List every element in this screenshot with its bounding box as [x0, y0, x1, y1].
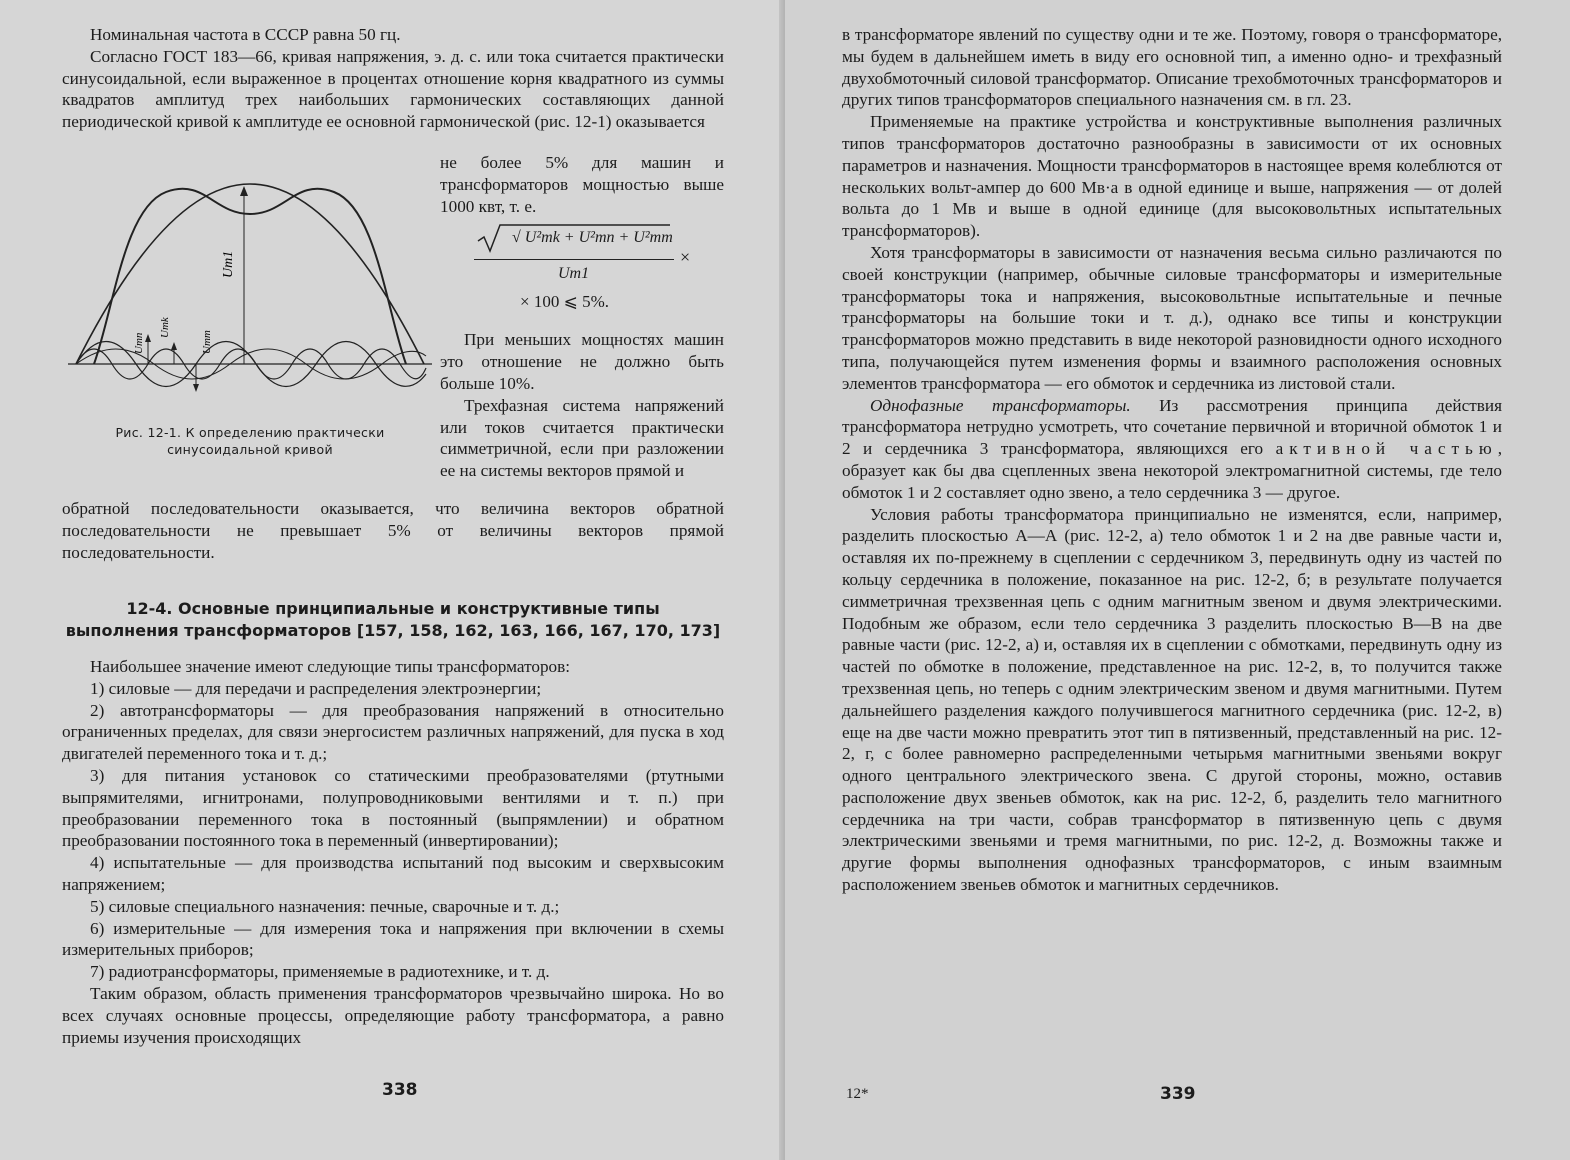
- list-item: Наибольшее значение имеют следующие типы трансформаторов:: [90, 657, 571, 676]
- label-umn: Umn: [133, 332, 145, 354]
- list-item: Таким образом, область применения трансформаторов чрезвычайно широка. Но во всех случаях основные процессы, определяющие работу трансформатора, а равно приемы изучения происходящих: [62, 983, 724, 1047]
- label-umk: Umk: [159, 317, 171, 338]
- list-item: 6) измерительные — для измерения тока и напряжения при включении в схемы измерительных приборов;: [62, 918, 724, 960]
- list-item: 5) силовые специального назначения: печные, сварочные и т. д.;: [90, 896, 560, 916]
- left-continuation-text: [62, 498, 724, 563]
- caption-line: Рис. 12-1. К определению практически: [115, 425, 385, 440]
- list-item: 2) автотрансформаторы — для преобразования напряжений в относительно ограниченных пределах, для связи энергосистем различных напряжений, для пуска в ход двигателей переменного тока и т. д.;: [62, 700, 724, 764]
- paragraph: обратной последовательности оказывается, что величина векторов обратной последовательности не превышает 5% от величины векторов прямой последовательности.: [62, 499, 724, 562]
- caption-line: синусоидальной кривой: [167, 442, 333, 457]
- paragraph: Хотя трансформаторы в зависимости от назначения весьма сильно различаются по своей конструкции (например, обычные силовые трансформаторы и измерительные трансформаторы тока и напряжения, высоковольтные испытательные и печные трансформаторы на большие токи и т. д.), однако все типы и конструкции трансформаторов можно представить в виде некоторой разновидности одного исходного типа, получающейся путем изменения формы и взаимного расположения основных элементов трансформатора — его обмоток и сердечника из листовой стали.: [842, 242, 1502, 393]
- float-text: не более 5% для машин и трансформаторов мощностью выше 1000 квт, т. е.: [440, 153, 724, 216]
- float-text-column: [440, 152, 724, 482]
- paragraph: в трансформаторе явлений по существу одни и те же. Поэтому, говоря о трансформаторе, мы будем в дальнейшем иметь в виду его основной тип, а именно одно- и трехфазный двухобмоточный силовой трансформатор. Описание трехобмоточных трансформаторов и других типов трансформаторов специального назначения см. в гл. 23.: [842, 25, 1502, 110]
- paragraph: Согласно ГОСТ 183—66, кривая напряжения, э. д. с. или тока считается практически синусоидальной, если выраженное в процентах отношение корня квадратного из суммы квадратов амплитуд трех наибольших гармонических составляющих данной периодической кривой к амплитуде ее основной гармонической (рис. 12-1) оказывается: [62, 46, 724, 132]
- heading-line: выполнения трансформаторов [157, 158, 162, 163, 166, 167, 170, 173]: [65, 621, 721, 640]
- left-top-text: [62, 24, 724, 133]
- subheading-italic: Однофазные трансформаторы.: [870, 395, 1131, 415]
- formula-line2: × 100 ⩽ 5%.: [520, 292, 609, 312]
- page-number-left: 338: [382, 1080, 418, 1100]
- list-item: 3) для питания установок со статическими преобразователями (ртутными выпрямителями, игнитронами, полупроводниковыми вентилями и т. п.) при преобразовании переменного тока в постоянный (выпрямлении) и обратном преобразовании постоянного тока в переменный (инвертировании);: [62, 765, 724, 851]
- float-text: При меньших мощностях машин это отношение не должно быть больше 10%.: [440, 330, 724, 393]
- heading-line: 12-4. Основные принципиальные и конструктивные типы: [126, 599, 660, 618]
- paragraph: Условия работы трансформатора принципиально не изменятся, если, например, разделить плоскостью А—А (рис. 12-2, а) тело обмоток 1 и 2 на две равные части и, оставляя их по-прежнему в сцеплении с сердечником 3, передвинуть одну из частей по кольцу сердечника в положение, показанное на рис. 12-2, б; в результате получается симметричная трехзвенная цепь с одним магнитным звеном и двумя электрическими. Подобным же образом, если тело сердечника 3 разделить плоскостью В—В на две равные части (рис. 12-2, а) и, оставляя их в сцеплении с обмотками, передвинуть одну из частей по обмотке в положение, представленное на рис. 12-2, в, то получится также трехзвенная цепь, но теперь с одним электрическим звеном и двумя магнитными. Путем дальнейшего разделения каждого получившегося магнитного сердечника (рис. 12-2, в) еще на две части можно превратить этот тип в пятизвенный, представленный на рис. 12-2, г, с более равномерно распределенными четырьмя магнитными звеньями вокруг одного центрального электрического звена. С другой стороны, можно, оставив расположение двух звеньев обмоток, как на рис. 12-2, б, разделить тело магнитного сердечника на три части, собрав трансформатор в пятизвенную цепь с двумя электрическими звеньями и тремя магнитными, по рис. 12-2, д. Возможны также и другие формы выполнения однофазных трансформаторов, с иным взаимным расположением звеньев обмоток и магнитных сердечников.: [842, 504, 1502, 895]
- paragraph: Применяемые на практике устройства и конструктивные выполнения различных типов трансформаторов достаточно разнообразны в зависимости от их основных параметров и назначения. Мощности трансформаторов в настоящее время колеблются от нескольких вольт-ампер до 600 Мв·а в одной единице и выше, напряжения — от долей вольта до 1 Мв и выше в одной единице (для высоковольтных испытательных трансформаторов).: [842, 112, 1502, 241]
- label-um1: Um1: [221, 250, 236, 278]
- paragraph: [842, 395, 1502, 504]
- list-item: 4) испытательные — для производства испытаний под высоким и сверхвысоким напряжением;: [62, 853, 724, 894]
- formula-times: ×: [680, 247, 691, 268]
- formula-numerator: [474, 223, 673, 253]
- types-list: [62, 656, 724, 1048]
- label-umm: Umm: [201, 330, 213, 354]
- spaced-emphasis: активной частью: [1275, 439, 1498, 459]
- numerator-text: √ U²mk + U²mn + U²mm: [512, 229, 673, 247]
- formula-denominator: Um1: [558, 265, 590, 283]
- fraction-bar: [474, 259, 674, 260]
- signature-mark: 12*: [846, 1086, 869, 1102]
- formula: [440, 221, 724, 323]
- list-item: 7) радиотрансформаторы, применяемые в радиотехнике, и т. д.: [90, 962, 550, 982]
- list-item: 1) силовые — для передачи и распределения электроэнергии;: [90, 678, 542, 698]
- page-number-right: 339: [1160, 1084, 1196, 1104]
- section-heading: [62, 598, 724, 642]
- text-run: Из рассмотрения принципа действия трансформатора нетрудно усмотреть, что сочетание первичной и вторичной обмоток 1 и 2 и сердечника 3 трансформатора, являющихся его: [842, 395, 1502, 459]
- harmonic-curves-diagram: [64, 168, 436, 428]
- right-page-text: [842, 24, 1502, 896]
- text-run: , образует как бы два сцепленных звена некоторой электромагнитной системы, где тело обмоток 1 и 2 составляет одно звено, а тело сердечника 3 — другое.: [842, 439, 1502, 502]
- float-text: Трехфазная система напряжений или токов считается практически симметричной, если при разложении ее на системы векторов прямой и: [440, 395, 724, 481]
- figure-12-1: [64, 168, 436, 428]
- figure-caption: [64, 424, 436, 458]
- paragraph: Номинальная частота в СССР равна 50 гц.: [90, 25, 401, 44]
